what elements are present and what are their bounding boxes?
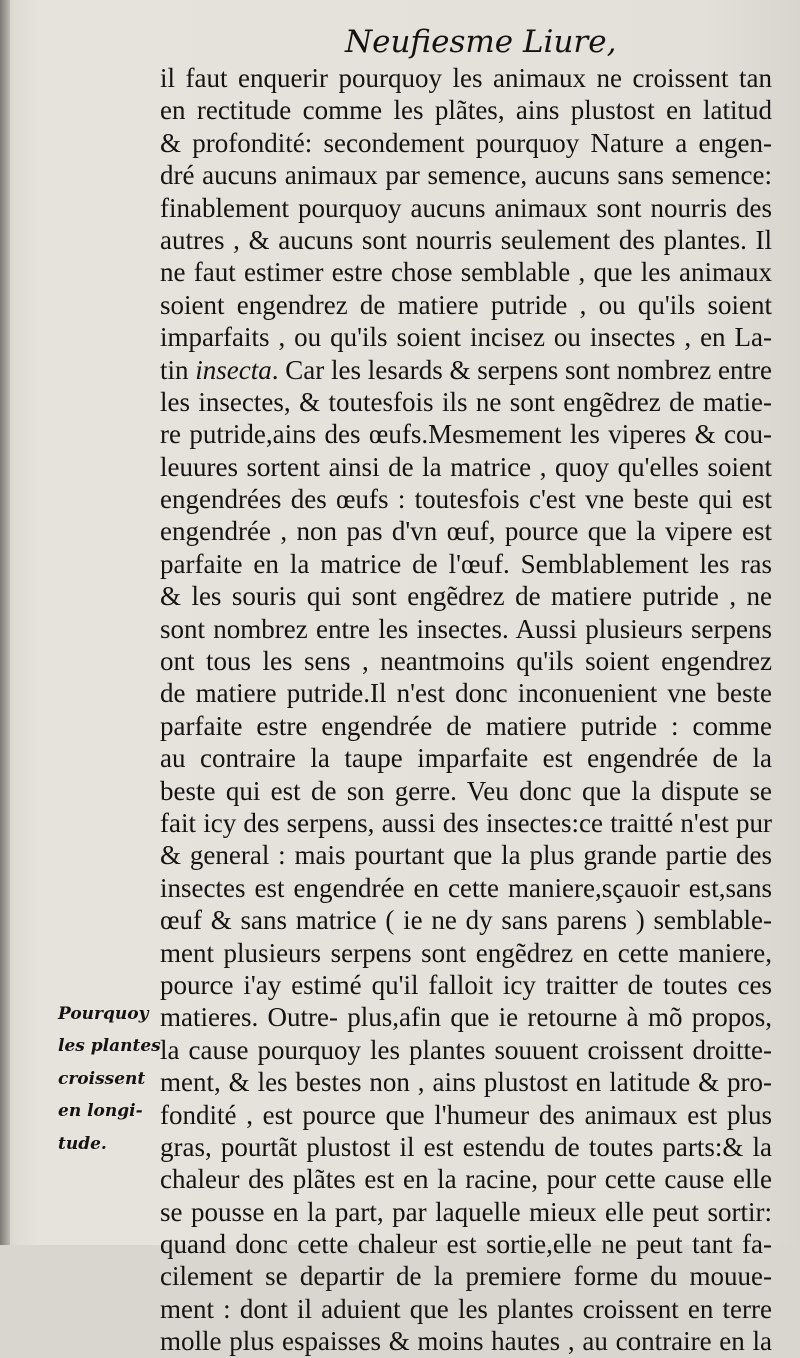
- text-line: ne faut estimer estre chose semblable , que les animaux: [160, 257, 772, 288]
- text-line: ment, & les bestes non , ains plustost en latitude & pro-: [160, 1067, 772, 1098]
- text-line: au contraire la taupe imparfaite est engendrée de la: [160, 743, 772, 774]
- text-line: quand donc cette chaleur est sortie,elle ne peut tant fa-: [160, 1229, 772, 1260]
- text-line: & profondité: secondement pourquoy Nature a engen-: [160, 127, 772, 158]
- text-line: la cause pourquoy les plantes souuent croissent droitte-: [160, 1034, 772, 1065]
- margin-note-line: croissent: [58, 1068, 146, 1089]
- text-line: pource i'ay estimé qu'il falloit icy traitter de toutes ces: [160, 969, 772, 1000]
- text-line: ont tous les sens , neantmoins qu'ils soient engendrez: [160, 646, 772, 677]
- text-line: dré aucuns animaux par semence, aucuns sans semence:: [160, 160, 772, 191]
- text-line: chaleur des plãtes est en la racine, pour cette cause elle: [160, 1164, 772, 1195]
- text-line: sont nombrez entre les insectes. Aussi plusieurs serpens: [160, 613, 772, 644]
- margin-note-line: tude.: [58, 1133, 107, 1154]
- text-line: imparfaits , ou qu'ils soient incisez ou insectes , en La-: [160, 322, 772, 353]
- body-text: [160, 62, 772, 1358]
- text-line: insectes est engendrée en cette maniere,sçauoir est,sans: [160, 872, 772, 903]
- text-line: les insectes, & toutesfois ils ne sont engẽdrez de matie-: [160, 386, 772, 417]
- text-line: fait icy des serpens, aussi des insectes:ce traitté n'est pur: [160, 807, 772, 838]
- margin-note-line: Pourquoy: [58, 1004, 149, 1024]
- text-line: re putride,ains des œufs.Mesmement les viperes & cou-: [160, 419, 772, 450]
- page-gutter-shadow: [0, 0, 10, 1245]
- text-line: ment : dont il aduient que les plantes croissent en terre: [160, 1293, 772, 1324]
- text-line: de matiere putride.Il n'est donc inconuenient vne beste: [160, 678, 772, 709]
- text-line: il faut enquerir pourquoy les animaux ne croissent tan: [160, 63, 772, 93]
- text-line: leuures sortent ainsi de la matrice , quoy qu'elles soient: [160, 451, 772, 482]
- text-line: fondité , est pource que l'humeur des animaux est plus: [160, 1099, 772, 1130]
- text-line: autres , & aucuns sont nourris seulement des plantes. Il: [160, 224, 772, 255]
- text-line: matieres. Outre- plus,afin que ie retourne à mõ propos,: [160, 1002, 772, 1033]
- text-line: parfaite estre engendrée de matiere putride : comme: [160, 710, 772, 741]
- text-line: œuf & sans matrice ( ie ne dy sans parens ) semblable-: [160, 905, 772, 936]
- text-line: cilement se departir de la premiere forme du mouue-: [160, 1261, 772, 1292]
- text-line: se pousse en la part, par laquelle mieux elle peut sortir:: [160, 1196, 772, 1227]
- text-line: soient engendrez de matiere putride , ou qu'ils soient: [160, 289, 772, 320]
- text-line: parfaite en la matrice de l'œuf. Semblablement les ras: [160, 548, 772, 579]
- text-line: finablement pourquoy aucuns animaux sont nourris des: [160, 192, 772, 223]
- margin-note-line: en longi-: [58, 1101, 143, 1122]
- text-line: gras, pourtãt plustost il est estendu de toutes parts:& la: [160, 1131, 772, 1162]
- text-line: & general : mais pourtant que la plus grande partie des: [160, 840, 772, 871]
- text-line: tin insecta. Car les lesards & serpens sont nombrez entre: [160, 354, 772, 385]
- running-title: Neufiesme Liure,: [345, 24, 617, 60]
- text-line: molle plus espaisses & moins hautes , au contraire en la: [160, 1326, 772, 1357]
- text-line: ment plusieurs serpens sont engẽdrez en cette maniere,: [160, 937, 772, 968]
- text-line: en rectitude comme les plãtes, ains plustost en latitud: [160, 95, 772, 126]
- margin-note-line: les plantes: [58, 1036, 161, 1057]
- text-line: engendrée , non pas d'vn œuf, pource que la vipere est: [160, 516, 772, 547]
- text-line: engendrées des œufs : toutesfois c'est vne beste qui est: [160, 484, 772, 515]
- text-line: beste qui est de son gerre. Veu donc que la dispute se: [160, 775, 772, 806]
- text-line: & les souris qui sont engẽdrez de matiere putride , ne: [160, 581, 772, 612]
- margin-note: [58, 998, 160, 1160]
